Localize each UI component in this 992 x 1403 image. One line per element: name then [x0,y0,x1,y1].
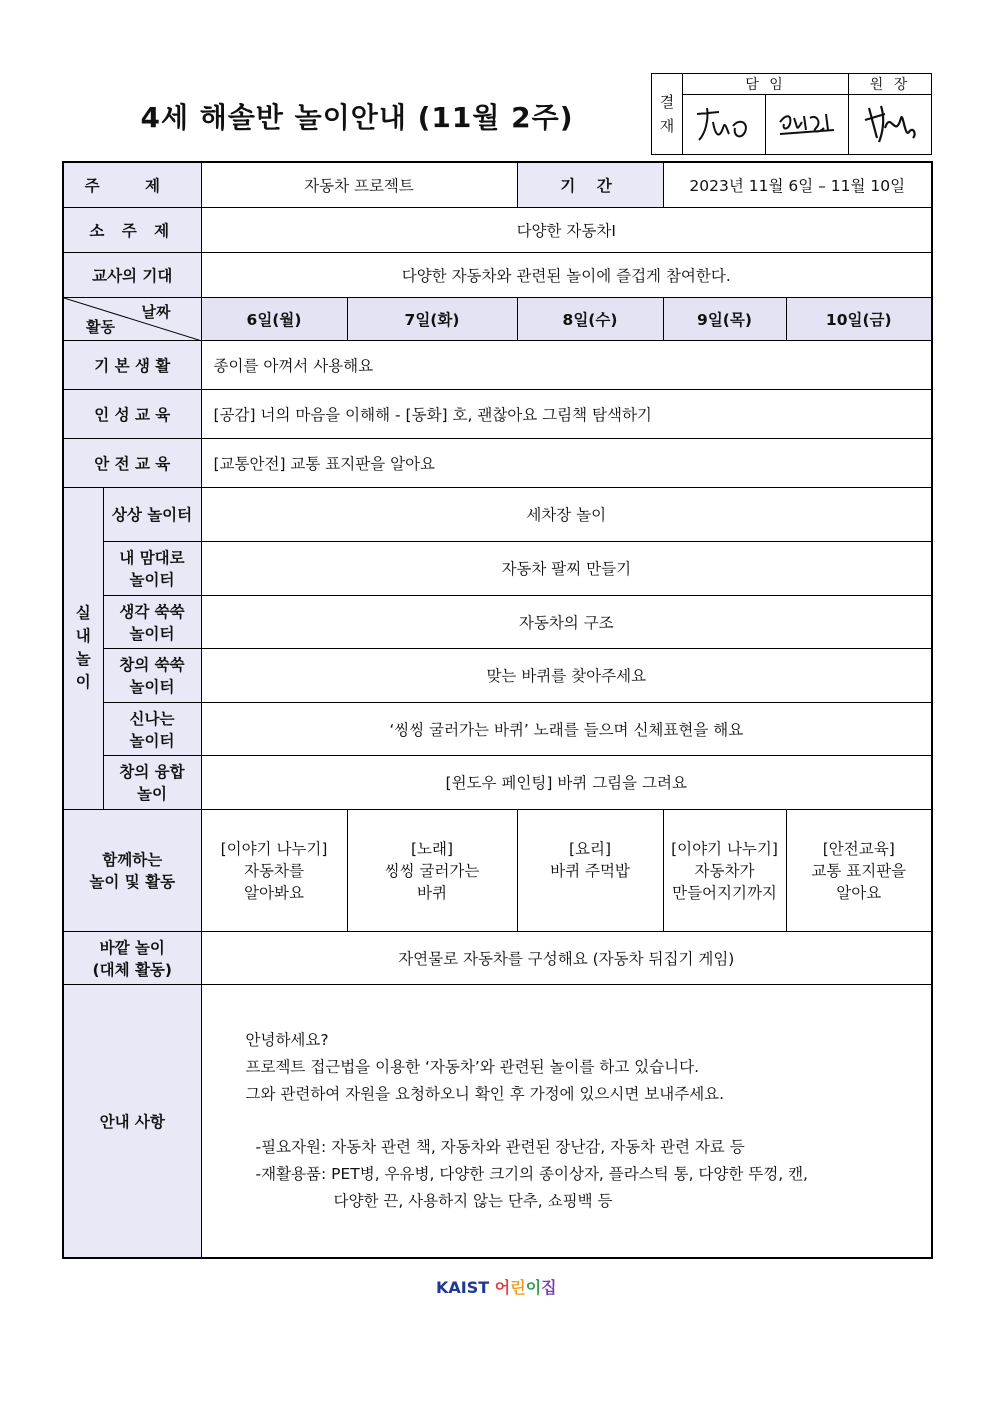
kaist-kindergarten-logo: KAIST 어린이집 [436,1278,557,1297]
together-item: [노래] 씽씽 굴러가는 바퀴 [347,809,517,931]
indoor-area-value: [윈도우 페인팅] 바퀴 그림을 그려요 [201,755,932,809]
outdoor-row [63,931,932,984]
subject-row [63,162,932,207]
indoor-row [63,487,932,541]
diagonal-header-cell [63,297,201,340]
notice-line: 안녕하세요? [245,1030,329,1049]
safety-edu-row [63,438,932,487]
indoor-area-value: 세차장 놀이 [201,487,932,541]
teacher-label: 담 임 [683,74,849,95]
director-signature [849,95,932,155]
days-header-row [63,297,932,340]
expectation-value: 다양한 자동차와 관련된 놀이에 즐겁게 참여한다. [201,252,932,297]
director-label: 원 장 [849,74,932,95]
signature-icon [772,100,842,146]
together-item: [이야기 나누기] 자동차를 알아봐요 [201,809,347,931]
together-item: [요리] 바퀴 주먹밥 [517,809,663,931]
indoor-area-value: 맞는 바퀴를 찾아주세요 [201,648,932,702]
indoor-area-label: 신나는 놀이터 [103,702,201,755]
notice-recycle-cont: 다양한 끈, 사용하지 않는 단추, 쇼핑백 등 [333,1191,613,1210]
day-header: 7일(화) [347,297,517,340]
together-label: 함께하는 놀이 및 활동 [63,809,201,931]
basic-life-row [63,340,932,389]
subtopic-value: 다양한 자동차Ⅰ [201,207,932,252]
indoor-row [63,595,932,648]
day-header: 10일(금) [786,297,932,340]
notice-recycle: -재활용품: PET병, 우유병, 다양한 크기의 종이상자, 플라스틱 통, 다양한 뚜껑, 캔, [255,1164,808,1183]
plan-table [62,161,933,1259]
day-header: 8일(수) [517,297,663,340]
period-label: 기 간 [517,162,663,207]
indoor-area-value: 자동차 팔찌 만들기 [201,541,932,595]
signature-icon [689,100,759,146]
day-header: 9일(목) [663,297,786,340]
outdoor-label: 바깥 놀이 (대체 활동) [63,931,201,984]
subtopic-row [63,207,932,252]
together-row [63,809,932,931]
expectation-label: 교사의 기대 [63,252,201,297]
indoor-area-label: 창의 쑥쑥 놀이터 [103,648,201,702]
period-value: 2023년 11월 6일 – 11월 10일 [663,162,932,207]
notice-row [63,984,932,1258]
together-item: [안전교육] 교통 표지판을 알아요 [786,809,932,931]
indoor-row [63,648,932,702]
indoor-area-label: 상상 놀이터 [103,487,201,541]
expectation-row [63,252,932,297]
day-header: 6일(월) [201,297,347,340]
indoor-area-label: 생각 쑥쑥 놀이터 [103,595,201,648]
date-label: 날짜 [141,302,171,321]
indoor-area-label: 창의 융합 놀이 [103,755,201,809]
indoor-row [63,541,932,595]
character-edu-label: 인 성 교 육 [63,389,201,438]
teacher-signature-2 [766,95,849,155]
safety-edu-value: [교통안전] 교통 표지판을 알아요 [201,438,932,487]
character-edu-value: [공감] 너의 마음을 이해해 - [동화] 호, 괜찮아요 그림책 탐색하기 [201,389,932,438]
indoor-row [63,702,932,755]
indoor-row [63,755,932,809]
notice-line: 그와 관련하여 자원을 요청하오니 확인 후 가정에 있으시면 보내주세요. [245,1084,725,1103]
notice-needed: -필요자원: 자동차 관련 책, 자동차와 관련된 장난감, 자동차 관련 자료 등 [255,1137,745,1156]
subtopic-label: 소 주 제 [63,207,201,252]
indoor-label: 실 내 놀 이 [63,487,103,809]
indoor-area-value: ‘씽씽 굴러가는 바퀴’ 노래를 들으며 신체표현을 해요 [201,702,932,755]
subject-value: 자동차 프로젝트 [201,162,517,207]
notice-label: 안내 사항 [63,984,201,1258]
diagonal-line [64,298,202,341]
indoor-area-value: 자동차의 구조 [201,595,932,648]
safety-edu-label: 안 전 교 육 [63,438,201,487]
page-title: 4세 해솔반 놀이안내 (11월 2주) [140,101,574,134]
activity-label: 활동 [86,317,115,336]
together-item: [이야기 나누기] 자동차가 만들어지기까지 [663,809,786,931]
indoor-area-label: 내 맘대로 놀이터 [103,541,201,595]
signature-icon [855,98,925,148]
approval-box [651,73,932,155]
basic-life-label: 기 본 생 활 [63,340,201,389]
basic-life-value: 종이를 아껴서 사용해요 [201,340,932,389]
notice-line: 프로젝트 접근법을 이용한 ‘자동차’와 관련된 놀이를 하고 있습니다. [245,1057,700,1076]
teacher-signature-1 [683,95,766,155]
outdoor-value: 자연물로 자동차를 구성해요 (자동차 뒤집기 게임) [201,931,932,984]
subject-label: 주 제 [63,162,201,207]
character-edu-row [63,389,932,438]
notice-content [201,984,932,1258]
approval-side-label: 결재 [652,74,683,155]
